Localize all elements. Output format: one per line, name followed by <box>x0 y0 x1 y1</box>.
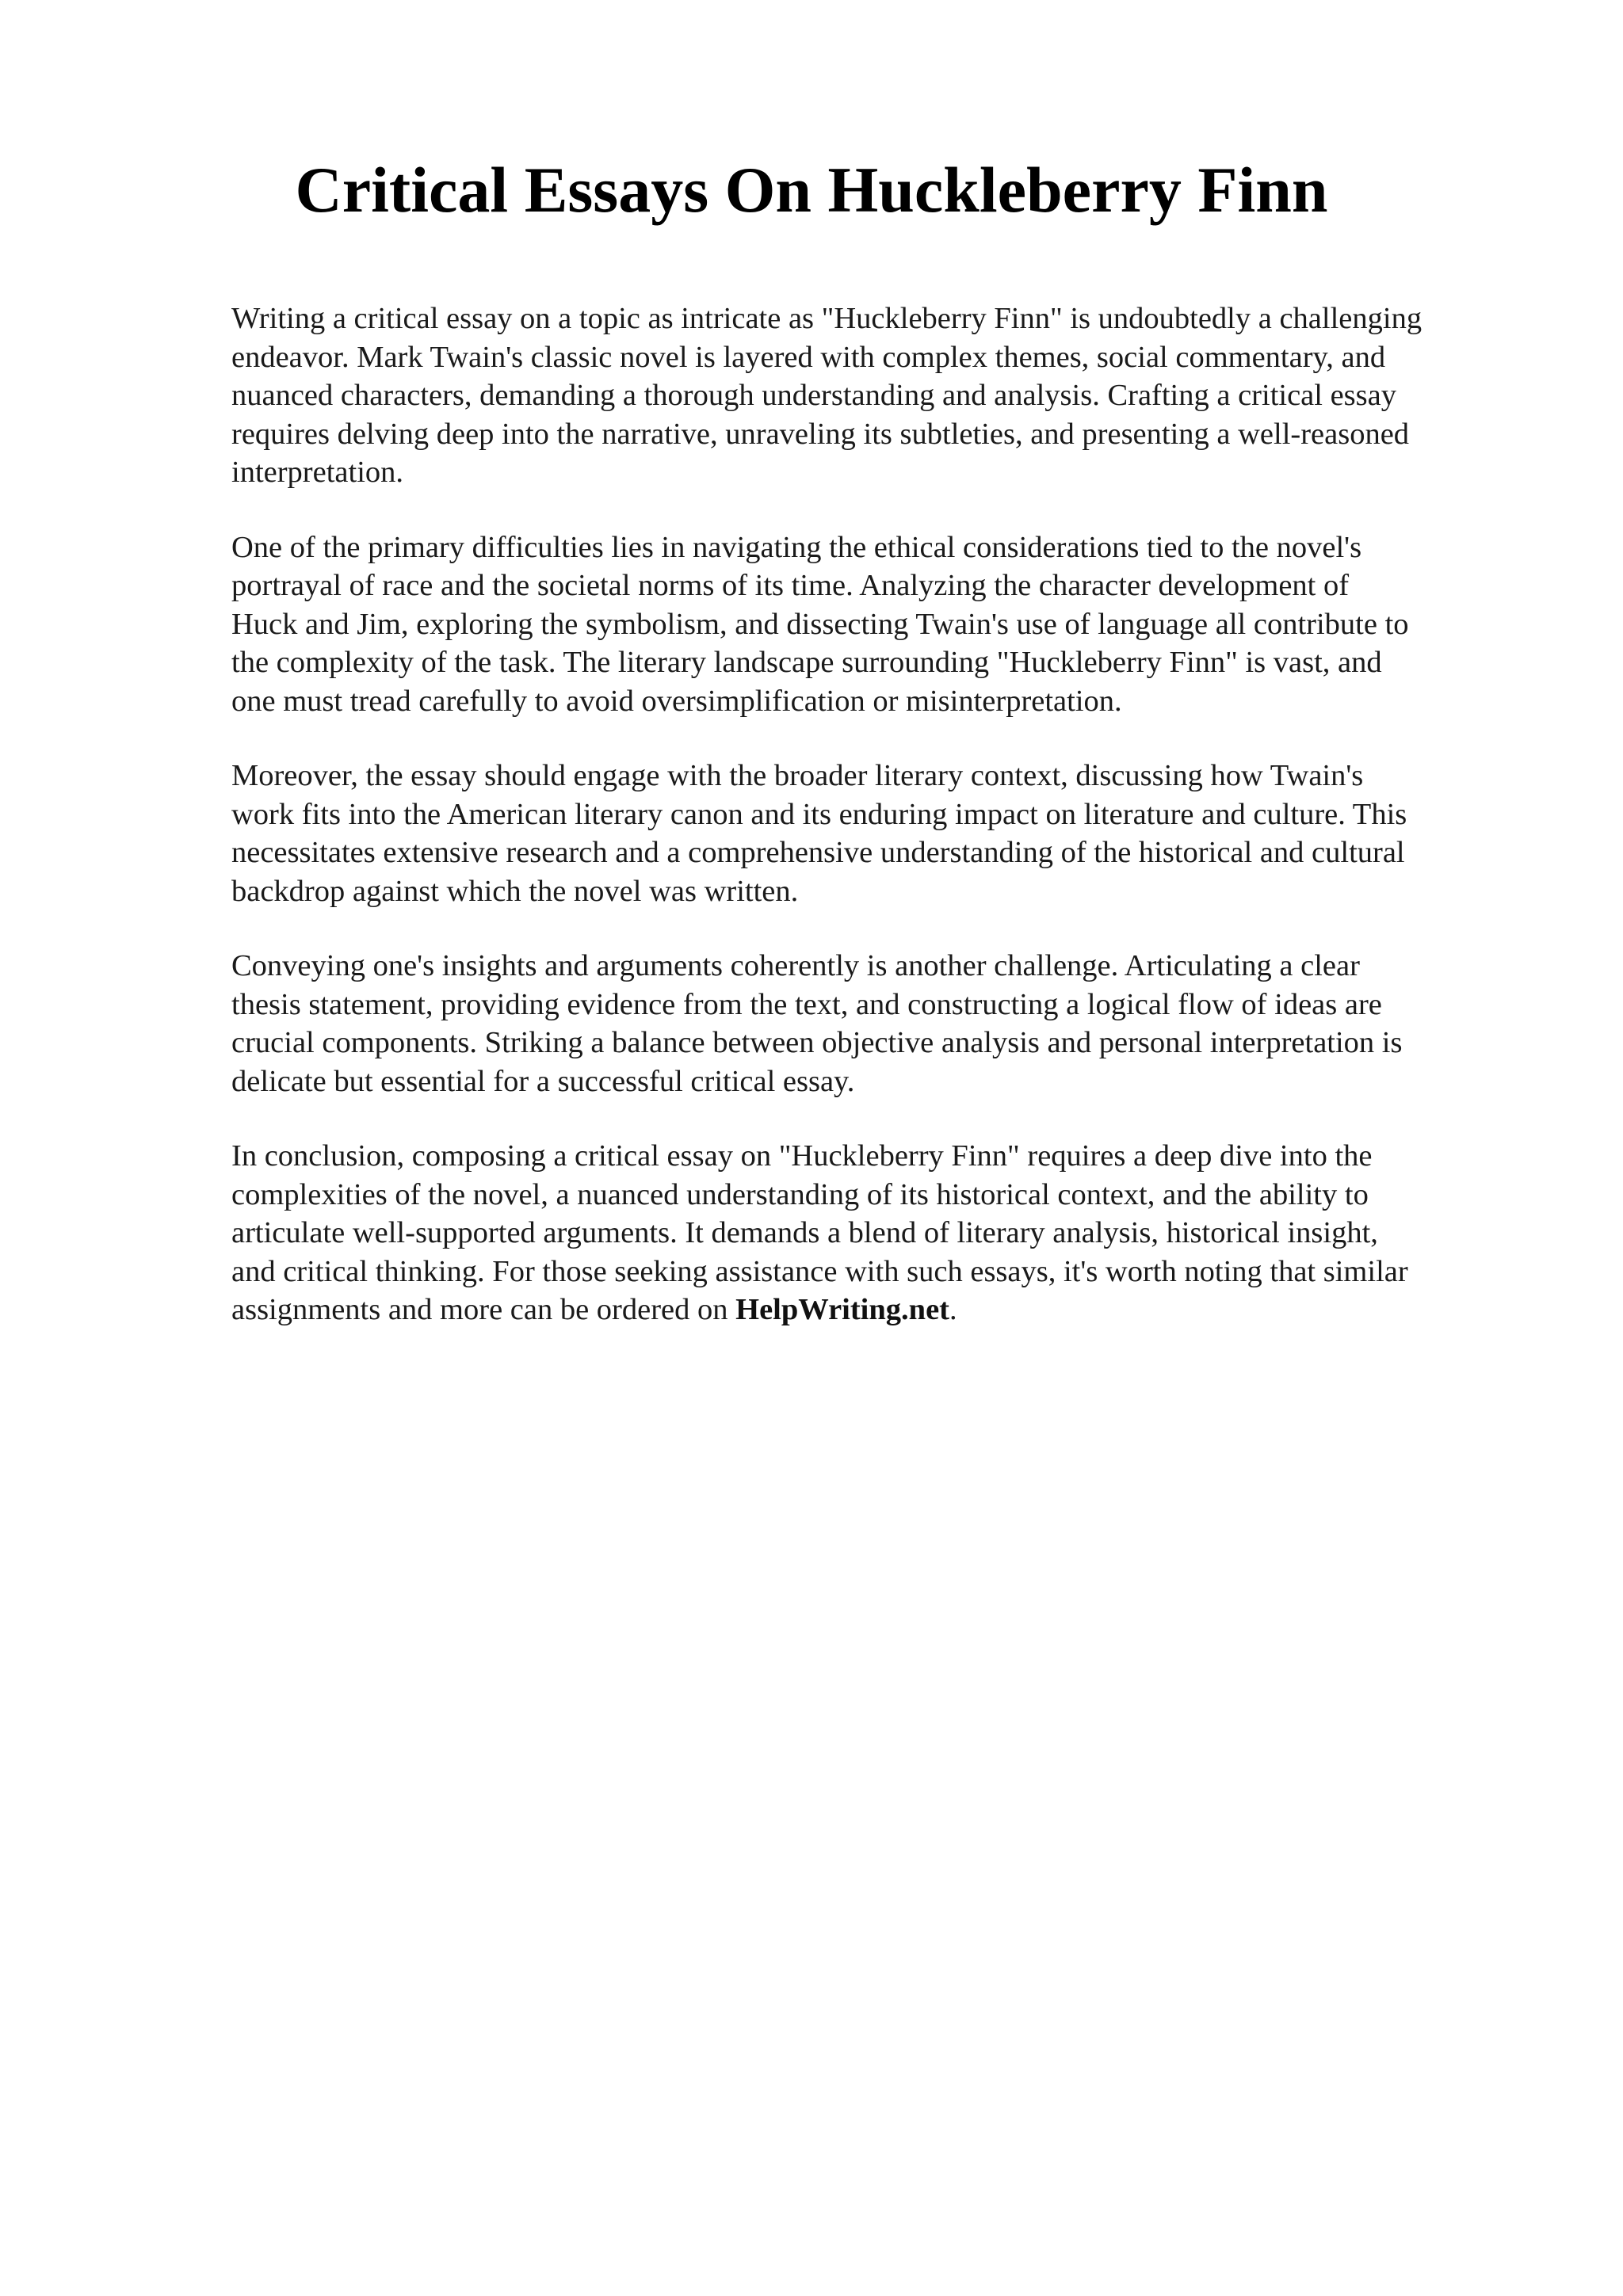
paragraph-line: articulate well-supported arguments. It demands a blend of literary analysis, historical insight, <box>231 1216 1378 1249</box>
paragraph-2 <box>231 528 1531 721</box>
paragraph-line: Moreover, the essay should engage with the broader literary context, discussing how Twain's <box>231 759 1364 792</box>
helpwriting-link[interactable]: HelpWriting.net <box>735 1293 949 1326</box>
paragraph-line: complexities of the novel, a nuanced understanding of its historical context, and the ability to <box>231 1177 1369 1211</box>
paragraph-last-line <box>231 1291 1531 1329</box>
paragraph-line: one must tread carefully to avoid oversimplification or misinterpretation. <box>231 684 1122 718</box>
paragraph-line: In conclusion, composing a critical essay on "Huckleberry Finn" requires a deep dive into the <box>231 1139 1373 1173</box>
last-line-text: assignments and more can be ordered on <box>231 1293 736 1326</box>
paragraph-3 <box>231 757 1531 910</box>
paragraph-line: requires delving deep into the narrative, unraveling its subtleties, and presenting a well-reasoned <box>231 417 1410 451</box>
document-title: Critical Essays On Huckleberry Finn <box>295 154 1328 226</box>
paragraph-line: portrayal of race and the societal norms of its time. Analyzing the character development of <box>231 569 1350 602</box>
paragraph-5 <box>231 1137 1531 1329</box>
last-line-suffix: . <box>949 1293 957 1326</box>
paragraph-line: nuanced characters, demanding a thorough understanding and analysis. Crafting a critical essay <box>231 379 1396 412</box>
paragraph-line: work fits into the American literary canon and its enduring impact on literature and culture. This <box>231 797 1407 831</box>
paragraph-line: Writing a critical essay on a topic as intricate as "Huckleberry Finn" is undoubtedly a challenging <box>231 302 1423 335</box>
paragraph-line: delicate but essential for a successful critical essay. <box>231 1064 855 1098</box>
paragraph-line: Huck and Jim, exploring the symbolism, and dissecting Twain's use of language all contribute to <box>231 607 1409 641</box>
paragraph-line: interpretation. <box>231 456 404 489</box>
paragraph-4 <box>231 947 1531 1100</box>
paragraph-1 <box>231 299 1531 492</box>
paragraph-line: One of the primary difficulties lies in navigating the ethical considerations tied to the novel's <box>231 530 1362 564</box>
document-body <box>231 299 1531 1366</box>
paragraph-line: thesis statement, providing evidence from the text, and constructing a logical flow of ideas are <box>231 987 1382 1021</box>
paragraph-line: Conveying one's insights and arguments coherently is another challenge. Articulating a clear <box>231 949 1360 982</box>
paragraph-line: and critical thinking. For those seeking assistance with such essays, it's worth noting that similar <box>231 1254 1408 1288</box>
paragraph-line: the complexity of the task. The literary landscape surrounding "Huckleberry Finn" is vast, and <box>231 646 1382 679</box>
paragraph-line: necessitates extensive research and a comprehensive understanding of the historical and cultural <box>231 836 1405 869</box>
paragraph-line: backdrop against which the novel was written. <box>231 874 799 908</box>
paragraph-line: crucial components. Striking a balance between objective analysis and personal interpretation is <box>231 1026 1403 1059</box>
paragraph-line: endeavor. Mark Twain's classic novel is layered with complex themes, social commentary, and <box>231 340 1386 374</box>
